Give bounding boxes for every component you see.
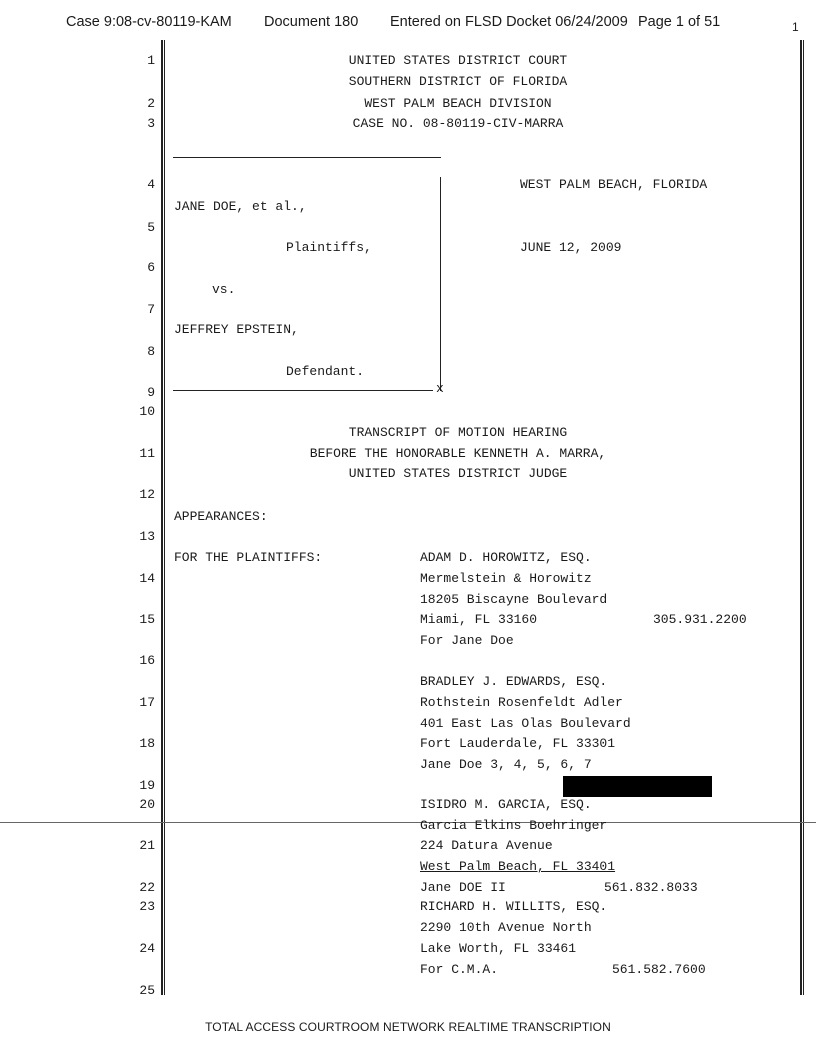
counsel-client: Jane DOE II — [420, 880, 506, 895]
line-number: 2 — [147, 96, 155, 111]
plaintiff-name: JANE DOE, et al., — [174, 199, 307, 214]
transcript-judge-title: UNITED STATES DISTRICT JUDGE — [348, 466, 568, 481]
court-division: WEST PALM BEACH DIVISION — [364, 96, 552, 111]
left-margin-rule-inner — [164, 40, 165, 995]
caption-x-mark: x — [436, 381, 444, 396]
counsel-city: Miami, FL 33160 — [420, 612, 538, 627]
transcript-title: TRANSCRIPT OF MOTION HEARING — [348, 425, 568, 440]
transcript-judge-line: BEFORE THE HONORABLE KENNETH A. MARRA, — [309, 446, 607, 461]
line-number: 3 — [147, 116, 155, 131]
hearing-location: WEST PALM BEACH, FLORIDA — [520, 177, 708, 192]
defendant-role: Defendant. — [286, 364, 365, 379]
line-number: 4 — [147, 177, 155, 192]
right-margin-rule — [800, 40, 802, 995]
court-name: UNITED STATES DISTRICT COURT — [348, 53, 568, 68]
line-number: 10 — [139, 404, 155, 419]
line-number: 15 — [139, 612, 155, 627]
counsel-name: ADAM D. HOROWITZ, ESQ. — [420, 550, 592, 565]
docket-entry: Entered on FLSD Docket 06/24/2009 — [390, 14, 628, 30]
for-plaintiffs-label: FOR THE PLAINTIFFS: — [174, 550, 323, 565]
hearing-date: JUNE 12, 2009 — [520, 240, 622, 255]
counsel-client: Jane Doe 3, 4, 5, 6, 7 — [420, 757, 592, 772]
line-number: 12 — [139, 487, 155, 502]
counsel-firm: Garcia Elkins Boehringer — [420, 818, 608, 833]
line-number: 7 — [147, 302, 155, 317]
line-number: 17 — [139, 695, 155, 710]
court-district: SOUTHERN DISTRICT OF FLORIDA — [348, 74, 568, 89]
line-number: 21 — [139, 838, 155, 853]
line-number: 20 — [139, 797, 155, 812]
line-number: 11 — [139, 446, 155, 461]
line-number: 18 — [139, 736, 155, 751]
counsel-street: 2290 10th Avenue North — [420, 920, 592, 935]
case-number-line: CASE NO. 08-80119-CIV-MARRA — [352, 116, 564, 131]
counsel-name: ISIDRO M. GARCIA, ESQ. — [420, 797, 592, 812]
counsel-phone: 561.582.7600 — [612, 962, 706, 977]
caption-top-rule — [173, 157, 441, 158]
counsel-client: For C.M.A. — [420, 962, 499, 977]
redaction-block — [563, 776, 712, 797]
caption-divider — [440, 177, 441, 391]
right-margin-rule-inner — [803, 40, 804, 995]
counsel-firm: Rothstein Rosenfeldt Adler — [420, 695, 623, 710]
line-number: 22 — [139, 880, 155, 895]
counsel-phone: 305.931.2200 — [653, 612, 747, 627]
caption-bottom-rule — [173, 390, 433, 391]
counsel-firm: Mermelstein & Horowitz — [420, 571, 592, 586]
line-number: 5 — [147, 220, 155, 235]
page-indicator: Page 1 of 51 — [638, 14, 721, 30]
line-number: 9 — [147, 385, 155, 400]
transcript-footer: TOTAL ACCESS COURTROOM NETWORK REALTIME TRANSCRIPTION — [205, 1020, 611, 1034]
docket-header — [0, 14, 816, 36]
line-number: 8 — [147, 344, 155, 359]
counsel-phone: 561.832.8033 — [604, 880, 698, 895]
appearances-heading: APPEARANCES: — [174, 509, 268, 524]
line-number: 14 — [139, 571, 155, 586]
line-number: 19 — [139, 778, 155, 793]
versus: vs. — [212, 282, 236, 297]
counsel-city: Lake Worth, FL 33461 — [420, 941, 577, 956]
defendant-name: JEFFREY EPSTEIN, — [174, 322, 299, 337]
line-number: 13 — [139, 529, 155, 544]
counsel-city: Fort Lauderdale, FL 33301 — [420, 736, 616, 751]
line-number: 16 — [139, 653, 155, 668]
line-number: 24 — [139, 941, 155, 956]
line-number: 6 — [147, 260, 155, 275]
line-number: 25 — [139, 983, 155, 998]
counsel-city: West Palm Beach, FL 33401 — [420, 859, 616, 874]
counsel-client: For Jane Doe — [420, 633, 514, 648]
document-number: Document 180 — [264, 14, 359, 30]
left-margin-rule — [161, 40, 163, 995]
page-corner-number: 1 — [792, 20, 799, 34]
counsel-street: 224 Datura Avenue — [420, 838, 553, 853]
line-number: 23 — [139, 899, 155, 914]
fold-line — [0, 822, 816, 823]
counsel-name: BRADLEY J. EDWARDS, ESQ. — [420, 674, 608, 689]
plaintiff-role: Plaintiffs, — [286, 240, 372, 255]
case-number: Case 9:08-cv-80119-KAM — [66, 14, 232, 30]
counsel-street: 18205 Biscayne Boulevard — [420, 592, 608, 607]
line-number: 1 — [147, 53, 155, 68]
counsel-street: 401 East Las Olas Boulevard — [420, 716, 631, 731]
counsel-name: RICHARD H. WILLITS, ESQ. — [420, 899, 608, 914]
